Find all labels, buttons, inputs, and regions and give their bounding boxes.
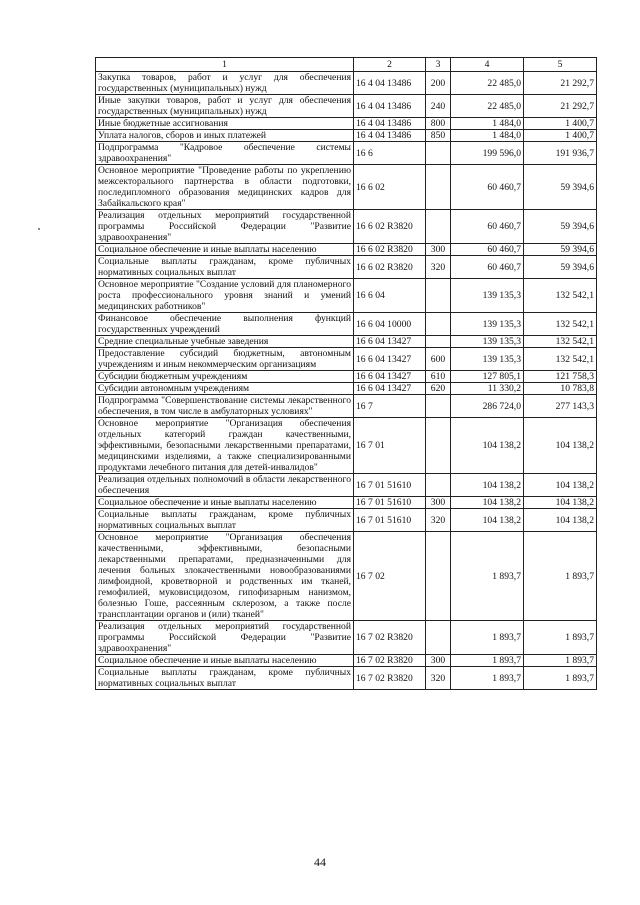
row-name: Иные закупки товаров, работ и услуг для обеспечения государственных (муниципальных) нужд <box>96 95 354 118</box>
row-value-4: 60 460,7 <box>451 256 524 279</box>
table-row <box>96 72 597 95</box>
row-name: Иные бюджетные ассигнования <box>96 118 354 130</box>
row-name: Подпрограмма "Кадровое обеспечение системы здравоохранения" <box>96 142 354 165</box>
row-code: 16 7 01 51610 <box>354 474 426 497</box>
row-code: 16 6 04 13427 <box>354 383 426 395</box>
table-row <box>96 279 597 313</box>
row-code: 16 7 01 <box>354 418 426 474</box>
row-code: 16 6 02 <box>354 165 426 210</box>
row-code: 16 6 02 R3820 <box>354 244 426 256</box>
table-row <box>96 383 597 395</box>
row-vr <box>426 210 451 244</box>
row-name: Реализация отдельных полномочий в области лекарственного обеспечения <box>96 474 354 497</box>
row-vr: 600 <box>426 348 451 371</box>
row-value-4: 1 893,7 <box>451 532 524 621</box>
table-row <box>96 497 597 509</box>
table-row <box>96 95 597 118</box>
row-name: Подпрограмма "Совершенствование системы лекарственного обеспечения, в том числе в амбулаторных условиях" <box>96 395 354 418</box>
row-code: 16 6 04 13427 <box>354 371 426 383</box>
row-value-5: 21 292,7 <box>524 72 597 95</box>
row-value-4: 60 460,7 <box>451 244 524 256</box>
table-row <box>96 348 597 371</box>
table-row <box>96 667 597 690</box>
row-code: 16 6 02 R3820 <box>354 256 426 279</box>
row-vr <box>426 532 451 621</box>
table-row <box>96 621 597 655</box>
table-row <box>96 418 597 474</box>
row-vr: 240 <box>426 95 451 118</box>
row-value-4: 22 485,0 <box>451 95 524 118</box>
row-value-4: 139 135,3 <box>451 279 524 313</box>
table-row <box>96 474 597 497</box>
row-value-4: 139 135,3 <box>451 348 524 371</box>
row-name: Социальное обеспечение и иные выплаты населению <box>96 244 354 256</box>
row-value-5: 132 542,1 <box>524 348 597 371</box>
row-value-5: 132 542,1 <box>524 336 597 348</box>
table-row <box>96 142 597 165</box>
row-value-5: 121 758,3 <box>524 371 597 383</box>
row-code: 16 6 02 R3820 <box>354 210 426 244</box>
row-value-5: 132 542,1 <box>524 313 597 336</box>
row-code: 16 7 02 R3820 <box>354 621 426 655</box>
row-vr: 200 <box>426 72 451 95</box>
row-value-4: 60 460,7 <box>451 210 524 244</box>
row-code: 16 6 <box>354 142 426 165</box>
row-value-5: 191 936,7 <box>524 142 597 165</box>
row-code: 16 6 04 13427 <box>354 336 426 348</box>
header-row <box>96 58 597 72</box>
row-vr <box>426 621 451 655</box>
row-value-5: 59 394,6 <box>524 165 597 210</box>
row-value-5: 1 893,7 <box>524 655 597 667</box>
table-row <box>96 655 597 667</box>
row-value-5: 104 138,2 <box>524 418 597 474</box>
header-col-3: 3 <box>426 58 451 72</box>
row-value-5: 1 893,7 <box>524 621 597 655</box>
row-vr <box>426 474 451 497</box>
row-name: Социальные выплаты гражданам, кроме публичных нормативных социальных выплат <box>96 667 354 690</box>
row-value-4: 1 893,7 <box>451 667 524 690</box>
row-value-4: 139 135,3 <box>451 313 524 336</box>
row-vr: 300 <box>426 655 451 667</box>
row-name: Основное мероприятие "Организация обеспечения качественными, эффективными, безопасными лекарственными препаратами, предназначенными для лечения больных злокачественными новообразованиями лимфоидной, кроветворной и родственных им тканей, гемофилией, муковисцидозом, гипофизарным нанизмом, болезнью Гоше, рассеянным склерозом, а также после трансплантации органов и (или) тканей" <box>96 532 354 621</box>
row-name: Основное мероприятие "Создание условий для планомерного роста профессионального уровня знаний и умений медицинских работников" <box>96 279 354 313</box>
budget-table-page <box>95 57 596 690</box>
row-vr: 320 <box>426 667 451 690</box>
row-name: Основное мероприятие "Проведение работы по укреплению межсекторального партнерства в области подготовки, последипломного образования медицинских кадров для Забайкальского края" <box>96 165 354 210</box>
row-value-5: 1 400,7 <box>524 130 597 142</box>
row-vr <box>426 279 451 313</box>
table-row <box>96 395 597 418</box>
header-col-2: 2 <box>354 58 426 72</box>
row-name: Социальные выплаты гражданам, кроме публичных нормативных социальных выплат <box>96 509 354 532</box>
row-value-4: 1 484,0 <box>451 118 524 130</box>
row-name: Предоставление субсидий бюджетным, автономным учреждениям и иным некоммерческим организациям <box>96 348 354 371</box>
table-row <box>96 509 597 532</box>
row-vr: 320 <box>426 256 451 279</box>
row-vr: 610 <box>426 371 451 383</box>
table-row <box>96 256 597 279</box>
row-vr <box>426 418 451 474</box>
row-vr <box>426 336 451 348</box>
table-row <box>96 313 597 336</box>
row-code: 16 7 02 R3820 <box>354 655 426 667</box>
row-vr: 320 <box>426 509 451 532</box>
row-value-5: 277 143,3 <box>524 395 597 418</box>
table-row <box>96 532 597 621</box>
row-name: Субсидии автономным учреждениям <box>96 383 354 395</box>
row-code: 16 7 02 R3820 <box>354 667 426 690</box>
row-value-4: 11 330,2 <box>451 383 524 395</box>
table-row <box>96 130 597 142</box>
row-name: Финансовое обеспечение выполнения функций государственных учреждений <box>96 313 354 336</box>
row-code: 16 4 04 13486 <box>354 72 426 95</box>
budget-table <box>95 57 597 690</box>
row-name: Социальное обеспечение и иные выплаты населению <box>96 655 354 667</box>
row-value-5: 132 542,1 <box>524 279 597 313</box>
row-value-5: 59 394,6 <box>524 210 597 244</box>
row-code: 16 6 04 10000 <box>354 313 426 336</box>
row-code: 16 7 01 51610 <box>354 509 426 532</box>
row-name: Социальные выплаты гражданам, кроме публичных нормативных социальных выплат <box>96 256 354 279</box>
row-vr <box>426 165 451 210</box>
row-code: 16 7 02 <box>354 532 426 621</box>
row-code: 16 6 04 13427 <box>354 348 426 371</box>
row-value-4: 60 460,7 <box>451 165 524 210</box>
row-code: 16 6 04 <box>354 279 426 313</box>
row-value-4: 1 484,0 <box>451 130 524 142</box>
table-row <box>96 336 597 348</box>
row-value-4: 104 138,2 <box>451 418 524 474</box>
row-name: Закупка товаров, работ и услуг для обеспечения государственных (муниципальных) нужд <box>96 72 354 95</box>
row-vr: 620 <box>426 383 451 395</box>
row-value-4: 127 805,1 <box>451 371 524 383</box>
row-value-5: 10 783,8 <box>524 383 597 395</box>
row-vr <box>426 313 451 336</box>
header-col-5: 5 <box>524 58 597 72</box>
row-value-5: 21 292,7 <box>524 95 597 118</box>
row-name: Реализация отдельных мероприятий государственной программы Российской Федерации "Развитие здравоохранения" <box>96 210 354 244</box>
row-code: 16 4 04 13486 <box>354 95 426 118</box>
row-value-4: 1 893,7 <box>451 655 524 667</box>
row-name: Основное мероприятие "Организация обеспечения отдельных категорий граждан качественными, эффективными, безопасными лекарственными препаратами, медицинскими изделиями, а также специализированными продуктами лечебного питания для детей-инвалидов" <box>96 418 354 474</box>
row-value-5: 104 138,2 <box>524 509 597 532</box>
row-value-4: 1 893,7 <box>451 621 524 655</box>
row-vr <box>426 142 451 165</box>
row-vr: 800 <box>426 118 451 130</box>
row-vr: 300 <box>426 244 451 256</box>
row-code: 16 4 04 13486 <box>354 130 426 142</box>
row-value-5: 59 394,6 <box>524 256 597 279</box>
row-name: Субсидии бюджетным учреждениям <box>96 371 354 383</box>
row-name: Средние специальные учебные заведения <box>96 336 354 348</box>
table-row <box>96 210 597 244</box>
page-number: 44 <box>314 855 326 869</box>
row-code: 16 7 <box>354 395 426 418</box>
row-vr <box>426 395 451 418</box>
header-col-4: 4 <box>451 58 524 72</box>
row-name: Реализация отдельных мероприятий государственной программы Российской Федерации "Развитие здравоохранения" <box>96 621 354 655</box>
row-value-5: 104 138,2 <box>524 474 597 497</box>
row-value-4: 104 138,2 <box>451 497 524 509</box>
table-row <box>96 371 597 383</box>
row-value-5: 1 893,7 <box>524 667 597 690</box>
table-row <box>96 165 597 210</box>
row-value-4: 139 135,3 <box>451 336 524 348</box>
table-row <box>96 118 597 130</box>
row-value-5: 59 394,6 <box>524 244 597 256</box>
row-name: Уплата налогов, сборов и иных платежей <box>96 130 354 142</box>
row-vr: 850 <box>426 130 451 142</box>
row-value-5: 104 138,2 <box>524 497 597 509</box>
row-value-4: 104 138,2 <box>451 474 524 497</box>
row-code: 16 4 04 13486 <box>354 118 426 130</box>
row-value-5: 1 400,7 <box>524 118 597 130</box>
scan-speck <box>38 228 40 230</box>
row-vr: 300 <box>426 497 451 509</box>
row-value-4: 286 724,0 <box>451 395 524 418</box>
header-col-1: 1 <box>96 58 354 72</box>
row-code: 16 7 01 51610 <box>354 497 426 509</box>
row-value-5: 1 893,7 <box>524 532 597 621</box>
row-name: Социальное обеспечение и иные выплаты населению <box>96 497 354 509</box>
table-row <box>96 244 597 256</box>
row-value-4: 22 485,0 <box>451 72 524 95</box>
row-value-4: 199 596,0 <box>451 142 524 165</box>
row-value-4: 104 138,2 <box>451 509 524 532</box>
